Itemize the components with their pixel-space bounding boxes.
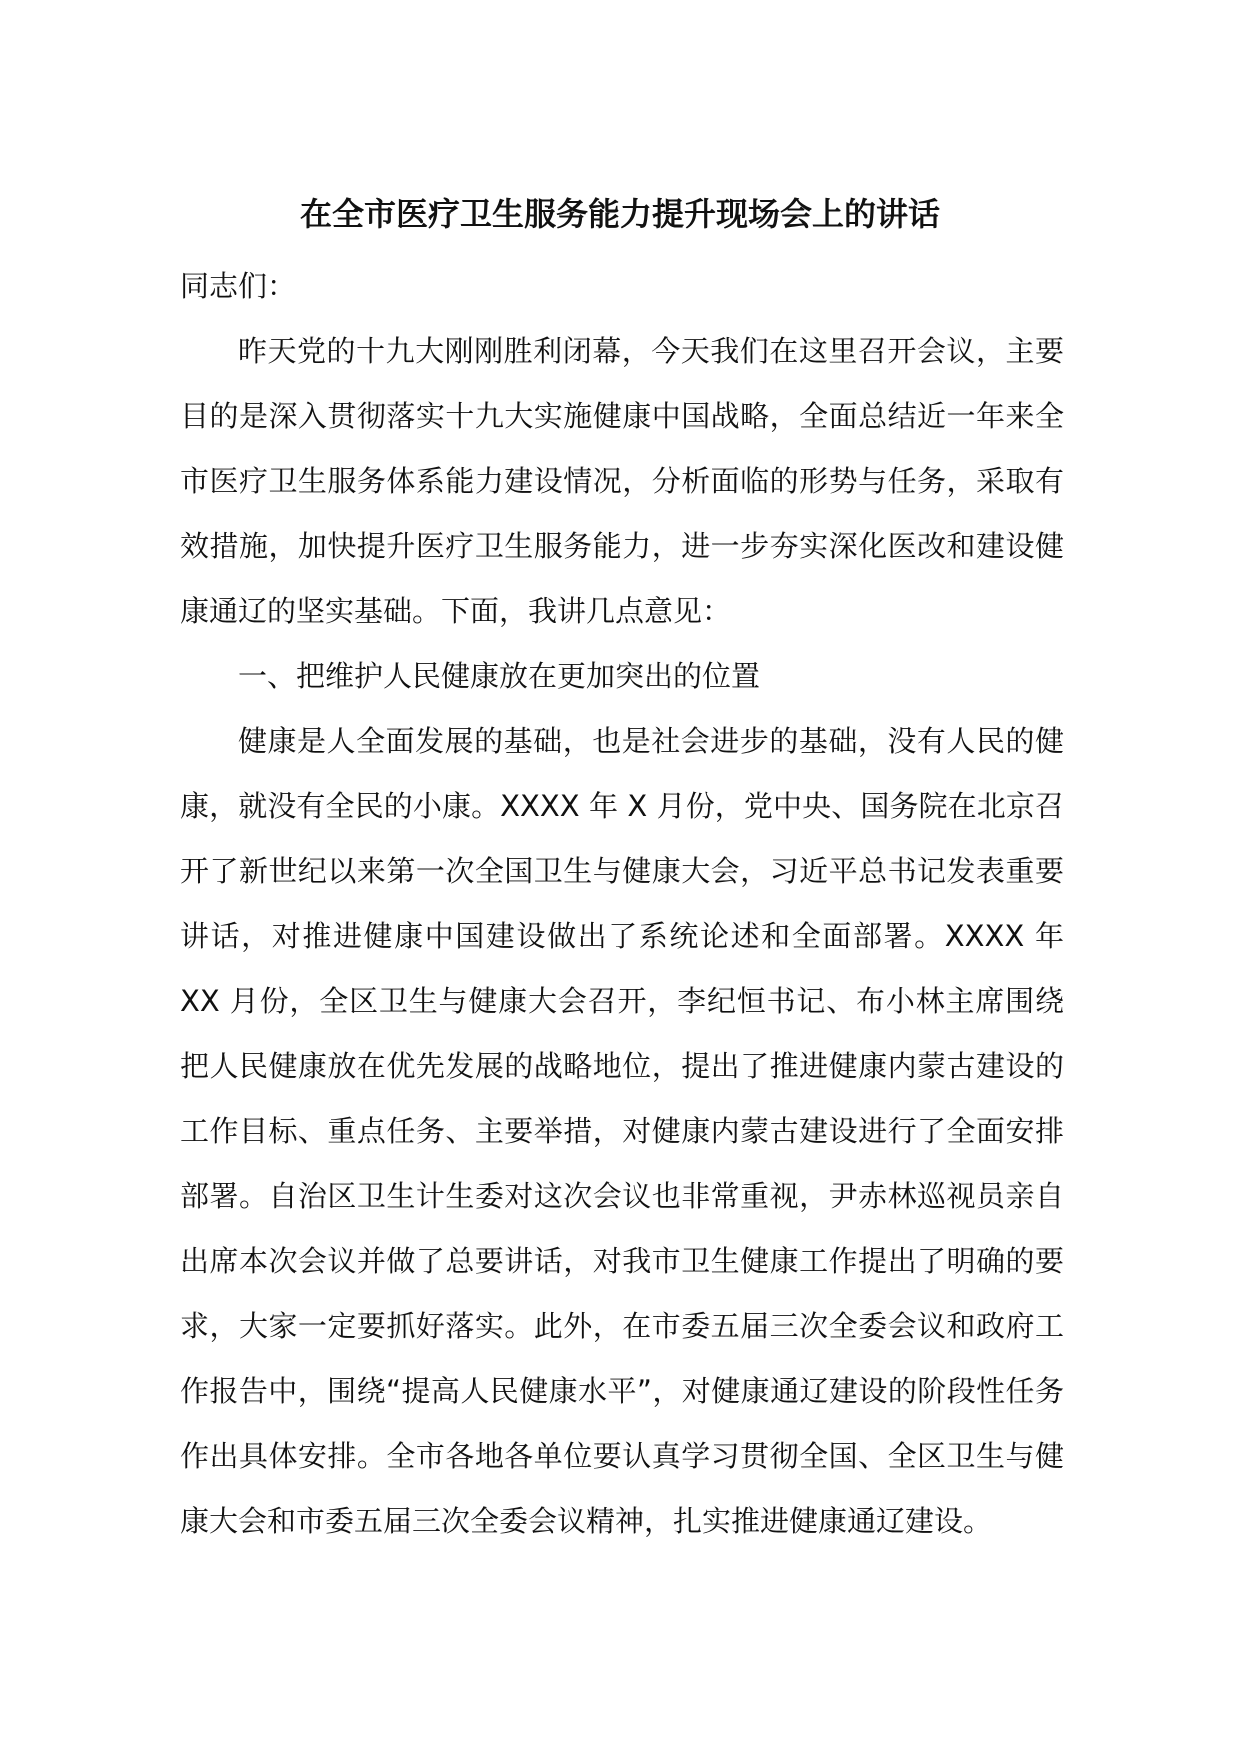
document-body <box>180 254 1064 1554</box>
document-title: 在全市医疗卫生服务能力提升现场会上的讲话 <box>299 195 940 233</box>
section-heading-1: 一、把维护人民健康放在更加突出的位置 <box>238 659 761 693</box>
salutation: 同志们： <box>180 269 297 303</box>
paragraph-intro: 昨天党的十九大刚刚胜利闭幕，今天我们在这里召开会议，主要目的是深入贯彻落实十九大实施健康中国战略，全面总结近一年来全市医疗卫生服务体系能力建设情况，分析面临的形势与任务，采取有效措施，加快提升医疗卫生服务能力，进一步夯实深化医改和建设健康通辽的坚实基础。下面，我讲几点意见： <box>180 334 1064 628</box>
paragraph-section-1: 健康是人全面发展的基础，也是社会进步的基础，没有人民的健康，就没有全民的小康。XXXX 年 X 月份，党中央、国务院在北京召开了新世纪以来第一次全国卫生与健康大会，习近平总书记发表重要讲话，对推进健康中国建设做出了系统论述和全面部署。XXXX 年 XX 月份，全区卫生与健康大会召开，李纪恒书记、布小林主席围绕把人民健康放在优先发展的战略地位，提出了推进健康内蒙古建设的工作目标、重点任务、主要举措，对健康内蒙古建设进行了全面安排部署。自治区卫生计生委对这次会议也非常重视，尹赤林巡视员亲自出席本次会议并做了总要讲话，对我市卫生健康工作提出了明确的要求，大家一定要抓好落实。此外，在市委五届三次全委会议和政府工作报告中，围绕“提高人民健康水平”，对健康通辽建设的阶段性任务作出具体安排。全市各地各单位要认真学习贯彻全国、全区卫生与健康大会和市委五届三次全委会议精神，扎实推进健康通辽建设。 <box>180 724 1064 1538</box>
